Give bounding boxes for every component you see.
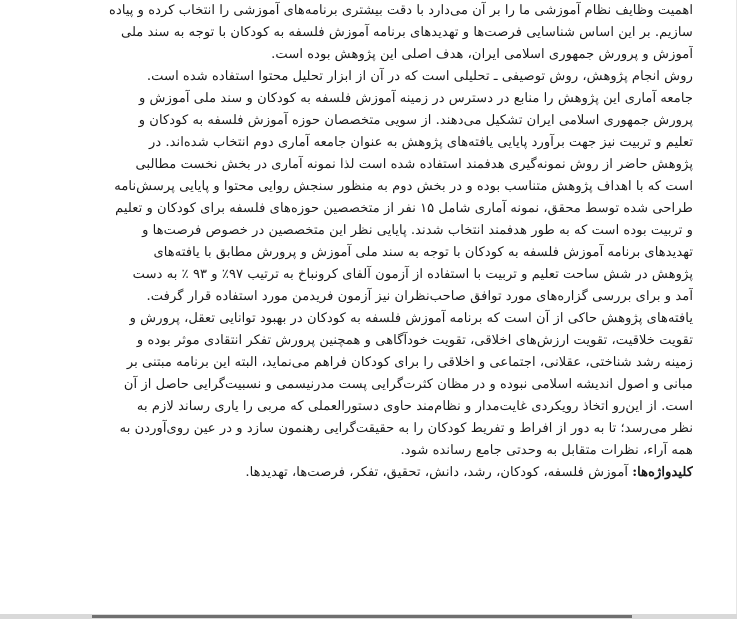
text-line: یافته‌های پژوهش حاکی از آن است که برنامه آموزش فلسفه به کودکان در بهبود توانایی تعقل، پرورش و — [129, 311, 693, 326]
scrollbar-thumb[interactable] — [92, 615, 632, 618]
text-line: زمینه رشد شناختی، عقلانی، اجتماعی و اخلاقی را برای کودکان فراهم می‌نماید، البته این برنامه مبتنی بر — [126, 355, 693, 370]
abstract-body — [96, 0, 693, 484]
text-line: پرورش جمهوری اسلامی ایران تشکیل می‌دهند. از سویی متخصصان حوزه آموزش فلسفه به کودکان و — [138, 113, 693, 128]
text-line: اهمیت وظایف نظام آموزشی ما را بر آن می‌دارد با دقت بیشتری برنامه‌های آموزشی را انتخاب کرده و پیاده — [109, 3, 693, 18]
text-line: و تربیت بوده است که به طور هدفمند انتخاب شدند. پایایی نظر این متخصصین در خصوص فرصت‌ها و — [142, 223, 693, 238]
text-line: طراحی شده توسط محقق، نمونه آماری شامل ۱۵ نفر از متخصصین حوزه‌های فلسفه برای کودکان و تعلیم — [115, 201, 693, 216]
text-line: آمد و برای بررسی گزاره‌های مورد توافق صاحب‌نظران نیز آزمون فریدمن مورد استفاده قرار گرفت. — [146, 289, 693, 304]
text-line: پژوهش حاضر از روش نمونه‌گیری هدفمند استفاده شده است لذا نمونه آماری در بخش نخست مطالبی — [135, 157, 693, 172]
text-line: همه آراء، نظرات متقابل به وحدتی جامع رسانده شود. — [400, 443, 693, 458]
text-line: است. از این‌رو اتخاذ رویکردی غایت‌مدار و نظام‌مند حاوی دستورالعملی که مربی را یاری رساند لازم به — [136, 399, 693, 414]
text-line: تهدیدهای برنامه آموزش فلسفه به کودکان با توجه به سند ملی آموزش و پرورش مطابق با یافته‌های — [153, 245, 693, 260]
text-line: تعلیم و تربیت نیز جهت برآورد پایایی یافته‌های پژوهش به عنوان جامعه آماری دوم انتخاب شده‌اند. در — [148, 135, 693, 150]
text-line: جامعه آماری این پژوهش را منابع در دسترس در زمینه آموزش فلسفه به کودکان و سند ملی آموزش و — [139, 91, 693, 106]
horizontal-scrollbar[interactable] — [0, 614, 737, 619]
text-line: سازیم. بر این اساس شناسایی فرصت‌ها و تهدیدهای برنامه آموزش فلسفه به کودکان با توجه به سند ملی — [120, 25, 693, 40]
text-line: روش انجام پژوهش، روش توصیفی ـ تحلیلی است که در آن از ابزار تحلیل محتوا استفاده شده است. — [146, 69, 693, 84]
text-line: آموزش و پرورش جمهوری اسلامی ایران، هدف اصلی این پژوهش بوده است. — [271, 47, 693, 62]
keywords-text: آموزش فلسفه، کودکان، رشد، دانش، تحقیق، تفکر، فرصت‌ها، تهدیدها. — [245, 465, 633, 480]
keywords-line — [96, 462, 693, 484]
text-line: مبانی و اصول اندیشه اسلامی نبوده و در مظان کثرت‌گرایی پست مدرنیسمی و نسبیت‌گرایی حاصل از آن — [123, 377, 693, 392]
text-line: نظر می‌رسد؛ تا به دور از افراط و تفریط کودکان را به حقیقت‌گرایی رهنمون سازد و در عین روی‌آوردن به — [119, 421, 693, 436]
text-line: است که با اهداف پژوهش متناسب بوده و در بخش دوم به منظور سنجش روایی محتوا و پایایی پرسش‌نامه — [114, 179, 693, 194]
text-line: پژوهش در شش ساحت تعلیم و تربیت با استفاده از آزمون آلفای کرونباخ به ترتیب ۹۷٪ و ۹۳ ٪ به دست — [132, 267, 693, 282]
text-line: تقویت خلاقیت، تقویت ارزش‌های اخلاقی، تقویت خودآگاهی و همچنین پرورش تفکر انتقادی موثر بوده و — [136, 333, 693, 348]
keywords-label: کلیدواژه‌ها: — [632, 465, 693, 480]
